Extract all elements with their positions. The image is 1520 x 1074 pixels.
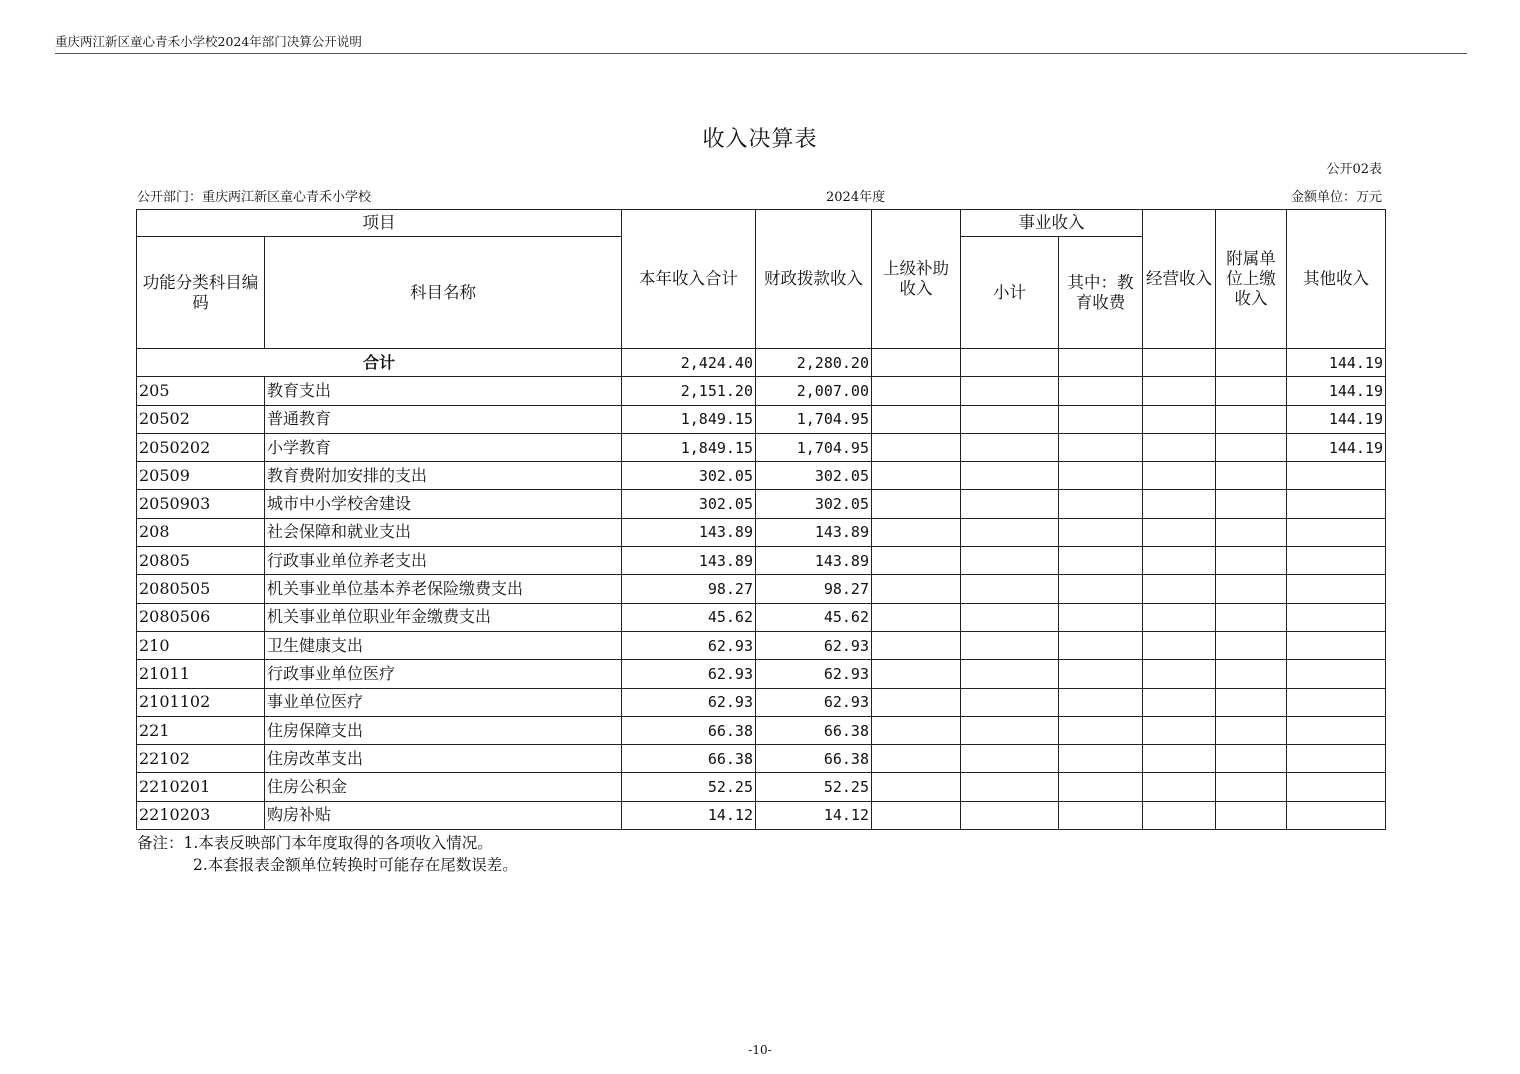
superior-cell [872, 547, 961, 575]
code-cell: 2210201 [137, 773, 265, 801]
total-affiliate-value [1216, 349, 1287, 377]
other-income-cell [1287, 716, 1386, 744]
operating-cell [1143, 518, 1216, 546]
subtotal-cell [961, 377, 1059, 405]
total-income-cell: 14.12 [622, 801, 756, 829]
operating-cell [1143, 716, 1216, 744]
superior-cell [872, 518, 961, 546]
note-line-1: 备注：1.本表反映部门本年度取得的各项收入情况。 [137, 834, 493, 852]
table-row [137, 745, 1386, 773]
other-income-cell [1287, 801, 1386, 829]
edu-fee-cell [1059, 462, 1143, 490]
affiliate-cell [1216, 490, 1287, 518]
header-operating-income: 经营收入 [1143, 210, 1216, 349]
total-label: 合计 [137, 349, 622, 377]
total-income-cell: 302.05 [622, 490, 756, 518]
subtotal-cell [961, 490, 1059, 518]
fiscal-cell: 1,704.95 [756, 405, 872, 433]
subject-name-cell: 卫生健康支出 [265, 631, 622, 659]
total-income-cell: 2,151.20 [622, 377, 756, 405]
other-income-cell [1287, 773, 1386, 801]
edu-fee-cell [1059, 631, 1143, 659]
fiscal-cell: 2,007.00 [756, 377, 872, 405]
department-label: 公开部门：重庆两江新区童心青禾小学校 [137, 190, 372, 205]
superior-cell [872, 688, 961, 716]
edu-fee-cell [1059, 603, 1143, 631]
fiscal-cell: 62.93 [756, 631, 872, 659]
operating-cell [1143, 688, 1216, 716]
subtotal-cell [961, 405, 1059, 433]
subtotal-cell [961, 773, 1059, 801]
document-running-title: 重庆两江新区童心青禾小学校2024年部门决算公开说明 [55, 34, 362, 49]
total-edu-fee-value [1059, 349, 1143, 377]
total-income-cell: 62.93 [622, 688, 756, 716]
income-settlement-table [136, 209, 1386, 830]
table-row [137, 518, 1386, 546]
subtotal-cell [961, 716, 1059, 744]
header-total-income: 本年收入合计 [622, 210, 756, 349]
affiliate-cell [1216, 603, 1287, 631]
other-income-cell [1287, 660, 1386, 688]
superior-cell [872, 716, 961, 744]
fiscal-cell: 14.12 [756, 801, 872, 829]
table-title: 收入决算表 [702, 127, 818, 152]
fiscal-cell: 45.62 [756, 603, 872, 631]
subject-name-cell: 教育支出 [265, 377, 622, 405]
fiscal-cell: 66.38 [756, 716, 872, 744]
affiliate-cell [1216, 377, 1287, 405]
total-other-value: 144.19 [1287, 349, 1386, 377]
total-income-cell: 302.05 [622, 462, 756, 490]
table-row [137, 490, 1386, 518]
operating-cell [1143, 433, 1216, 461]
subject-name-cell: 教育费附加安排的支出 [265, 462, 622, 490]
superior-cell [872, 377, 961, 405]
form-number: 公开02表 [1326, 162, 1382, 177]
subtotal-cell [961, 462, 1059, 490]
subtotal-cell [961, 660, 1059, 688]
code-cell: 205 [137, 377, 265, 405]
subject-name-cell: 住房公积金 [265, 773, 622, 801]
superior-cell [872, 773, 961, 801]
affiliate-cell [1216, 433, 1287, 461]
operating-cell [1143, 377, 1216, 405]
affiliate-cell [1216, 575, 1287, 603]
total-income-cell: 1,849.15 [622, 433, 756, 461]
header-function-code: 功能分类科目编码 [137, 237, 265, 349]
table-row [137, 660, 1386, 688]
code-cell: 210 [137, 631, 265, 659]
fiscal-cell: 302.05 [756, 462, 872, 490]
total-income-cell: 1,849.15 [622, 405, 756, 433]
table-row [137, 377, 1386, 405]
operating-cell [1143, 660, 1216, 688]
affiliate-cell [1216, 631, 1287, 659]
subtotal-cell [961, 631, 1059, 659]
table-row [137, 575, 1386, 603]
other-income-cell [1287, 631, 1386, 659]
header-education-fee: 其中：教育收费 [1059, 237, 1143, 349]
subject-name-cell: 行政事业单位养老支出 [265, 547, 622, 575]
edu-fee-cell [1059, 575, 1143, 603]
code-cell: 20502 [137, 405, 265, 433]
other-income-cell [1287, 547, 1386, 575]
affiliate-cell [1216, 688, 1287, 716]
code-cell: 2050903 [137, 490, 265, 518]
edu-fee-cell [1059, 660, 1143, 688]
total-income-cell: 62.93 [622, 631, 756, 659]
header-subject-name: 科目名称 [265, 237, 622, 349]
other-income-cell [1287, 603, 1386, 631]
operating-cell [1143, 462, 1216, 490]
code-cell: 2101102 [137, 688, 265, 716]
subtotal-cell [961, 518, 1059, 546]
operating-cell [1143, 575, 1216, 603]
header-item: 项目 [137, 210, 622, 237]
subtotal-cell [961, 603, 1059, 631]
amount-unit-label: 金额单位：万元 [1290, 190, 1382, 205]
other-income-cell [1287, 745, 1386, 773]
other-income-cell [1287, 575, 1386, 603]
operating-cell [1143, 801, 1216, 829]
edu-fee-cell [1059, 490, 1143, 518]
total-income-cell: 98.27 [622, 575, 756, 603]
subtotal-cell [961, 688, 1059, 716]
code-cell: 2210203 [137, 801, 265, 829]
edu-fee-cell [1059, 433, 1143, 461]
page-number: -10- [748, 1043, 772, 1057]
other-income-cell [1287, 688, 1386, 716]
superior-cell [872, 603, 961, 631]
affiliate-cell [1216, 462, 1287, 490]
edu-fee-cell [1059, 716, 1143, 744]
table-row [137, 716, 1386, 744]
edu-fee-cell [1059, 688, 1143, 716]
total-income-cell: 143.89 [622, 547, 756, 575]
table-notes [137, 832, 518, 876]
subject-name-cell: 住房改革支出 [265, 745, 622, 773]
subtotal-cell [961, 745, 1059, 773]
code-cell: 20509 [137, 462, 265, 490]
table-row [137, 547, 1386, 575]
total-subtotal-value [961, 349, 1059, 377]
code-cell: 20805 [137, 547, 265, 575]
header-career-income: 事业收入 [961, 210, 1143, 237]
operating-cell [1143, 603, 1216, 631]
superior-cell [872, 631, 961, 659]
total-income-cell: 52.25 [622, 773, 756, 801]
table-row [137, 405, 1386, 433]
fiscal-year-label: 2024年度 [826, 190, 886, 205]
superior-cell [872, 575, 961, 603]
code-cell: 2080505 [137, 575, 265, 603]
table-row [137, 631, 1386, 659]
fiscal-cell: 98.27 [756, 575, 872, 603]
table-row [137, 688, 1386, 716]
table-row [137, 773, 1386, 801]
fiscal-cell: 66.38 [756, 745, 872, 773]
superior-cell [872, 405, 961, 433]
other-income-cell: 144.19 [1287, 377, 1386, 405]
note-line-2: 2.本套报表金额单位转换时可能存在尾数误差。 [193, 856, 518, 874]
total-income-value: 2,424.40 [622, 349, 756, 377]
edu-fee-cell [1059, 518, 1143, 546]
header-fiscal-allocation: 财政拨款收入 [756, 210, 872, 349]
affiliate-cell [1216, 518, 1287, 546]
subject-name-cell: 购房补贴 [265, 801, 622, 829]
header-affiliate-income: 附属单位上缴收入 [1216, 210, 1287, 349]
affiliate-cell [1216, 716, 1287, 744]
total-income-cell: 143.89 [622, 518, 756, 546]
fiscal-cell: 302.05 [756, 490, 872, 518]
operating-cell [1143, 490, 1216, 518]
affiliate-cell [1216, 773, 1287, 801]
subject-name-cell: 事业单位医疗 [265, 688, 622, 716]
code-cell: 221 [137, 716, 265, 744]
fiscal-cell: 62.93 [756, 688, 872, 716]
subject-name-cell: 城市中小学校舍建设 [265, 490, 622, 518]
superior-cell [872, 490, 961, 518]
superior-cell [872, 660, 961, 688]
total-row [137, 349, 1386, 377]
affiliate-cell [1216, 547, 1287, 575]
superior-cell [872, 433, 961, 461]
other-income-cell [1287, 490, 1386, 518]
total-income-cell: 45.62 [622, 603, 756, 631]
total-income-cell: 66.38 [622, 716, 756, 744]
table-row [137, 603, 1386, 631]
subject-name-cell: 小学教育 [265, 433, 622, 461]
operating-cell [1143, 631, 1216, 659]
subtotal-cell [961, 547, 1059, 575]
total-fiscal-value: 2,280.20 [756, 349, 872, 377]
subject-name-cell: 住房保障支出 [265, 716, 622, 744]
header-other-income: 其他收入 [1287, 210, 1386, 349]
code-cell: 2050202 [137, 433, 265, 461]
subject-name-cell: 机关事业单位职业年金缴费支出 [265, 603, 622, 631]
code-cell: 208 [137, 518, 265, 546]
edu-fee-cell [1059, 377, 1143, 405]
edu-fee-cell [1059, 801, 1143, 829]
subtotal-cell [961, 801, 1059, 829]
total-operating-value [1143, 349, 1216, 377]
affiliate-cell [1216, 660, 1287, 688]
code-cell: 2080506 [137, 603, 265, 631]
header-superior-subsidy: 上级补助收入 [872, 210, 961, 349]
total-income-cell: 66.38 [622, 745, 756, 773]
other-income-cell [1287, 518, 1386, 546]
edu-fee-cell [1059, 547, 1143, 575]
affiliate-cell [1216, 801, 1287, 829]
fiscal-cell: 1,704.95 [756, 433, 872, 461]
operating-cell [1143, 405, 1216, 433]
operating-cell [1143, 773, 1216, 801]
other-income-cell: 144.19 [1287, 405, 1386, 433]
superior-cell [872, 801, 961, 829]
fiscal-cell: 52.25 [756, 773, 872, 801]
affiliate-cell [1216, 745, 1287, 773]
fiscal-cell: 143.89 [756, 518, 872, 546]
operating-cell [1143, 547, 1216, 575]
table-row [137, 462, 1386, 490]
fiscal-cell: 143.89 [756, 547, 872, 575]
superior-cell [872, 462, 961, 490]
subject-name-cell: 行政事业单位医疗 [265, 660, 622, 688]
total-superior-value [872, 349, 961, 377]
subject-name-cell: 机关事业单位基本养老保险缴费支出 [265, 575, 622, 603]
header-divider [55, 53, 1467, 54]
operating-cell [1143, 745, 1216, 773]
table-row [137, 801, 1386, 829]
other-income-cell: 144.19 [1287, 433, 1386, 461]
edu-fee-cell [1059, 773, 1143, 801]
table-row [137, 433, 1386, 461]
header-subtotal: 小计 [961, 237, 1059, 349]
edu-fee-cell [1059, 405, 1143, 433]
affiliate-cell [1216, 405, 1287, 433]
other-income-cell [1287, 462, 1386, 490]
code-cell: 22102 [137, 745, 265, 773]
total-income-cell: 62.93 [622, 660, 756, 688]
subject-name-cell: 普通教育 [265, 405, 622, 433]
code-cell: 21011 [137, 660, 265, 688]
superior-cell [872, 745, 961, 773]
fiscal-cell: 62.93 [756, 660, 872, 688]
edu-fee-cell [1059, 745, 1143, 773]
subject-name-cell: 社会保障和就业支出 [265, 518, 622, 546]
subtotal-cell [961, 575, 1059, 603]
subtotal-cell [961, 433, 1059, 461]
